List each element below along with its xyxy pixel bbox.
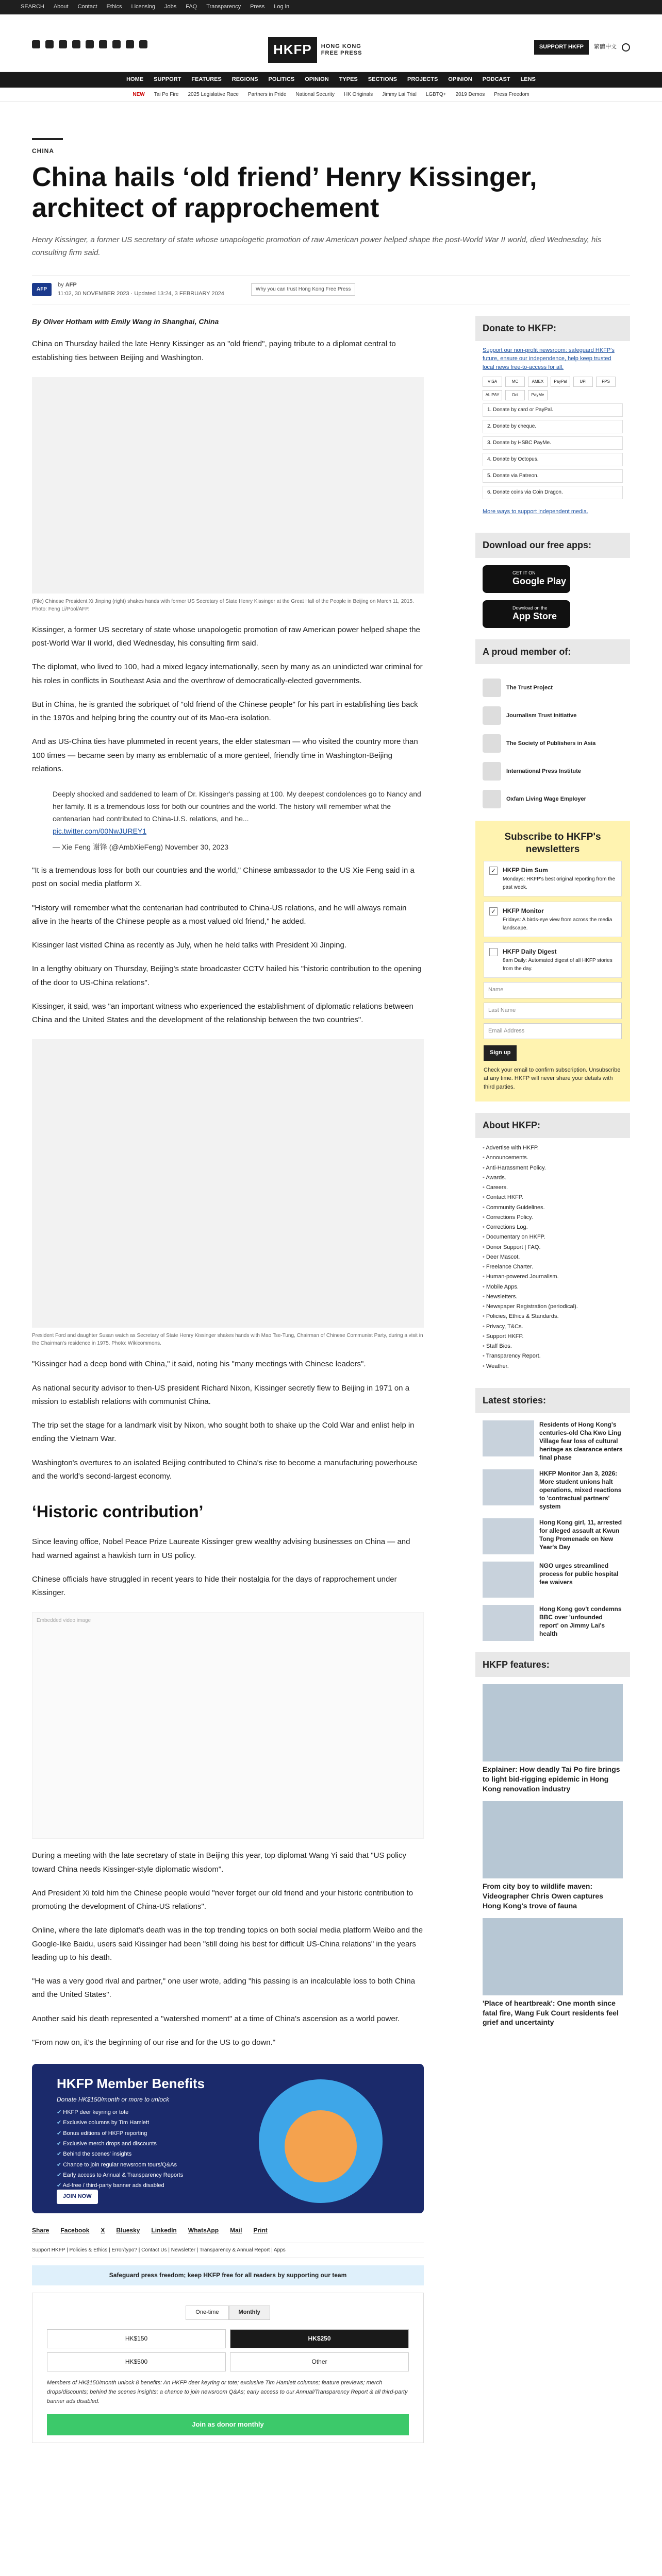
trust-project-icon (483, 679, 501, 697)
share-bluesky[interactable]: Bluesky (116, 2227, 140, 2234)
newsletter-option[interactable]: ✓ HKFP Dim Sum Mondays: HKFP's best original reporting from the past week. (484, 861, 622, 896)
search-icon[interactable] (622, 43, 630, 52)
donate-section (475, 316, 630, 521)
nav-lens[interactable]: LENS (520, 76, 536, 83)
donate-option[interactable]: 2. Donate by cheque. (483, 420, 623, 433)
nav-opinion-2[interactable]: OPINION (448, 76, 472, 83)
nav-support[interactable]: SUPPORT (154, 76, 181, 83)
paragraph: Washington's overtures to an isolated Beijing contributed to China's rise to become a manufacturing powerhouse and the world's second-largest economy. (32, 1458, 418, 1481)
article-image-2 (32, 1039, 424, 1328)
paragraph: But in China, he is granted the sobriquet of "old friend of the Chinese people" for his part in establishing ties back in the 1970s and helping bring the country out of its Mao-era isolation. (32, 700, 418, 723)
instagram-icon[interactable] (59, 40, 67, 48)
article-body (32, 304, 424, 2443)
logo-mark: HKFP (268, 37, 317, 63)
article-title: China hails ‘old friend’ Henry Kissinger, architect of rapprochement (32, 162, 537, 223)
embedded-tweet (53, 788, 424, 854)
language-link[interactable]: 繁體中文 (594, 44, 617, 50)
checkbox-checked[interactable]: ✓ (489, 867, 498, 875)
paragraph: Online, where the late diplomat's death was in the top trending topics on both social media platform Weibo and the Google-like Baidu, users said Kissinger had been "still doing his best for difficult US-China relations" in the years leading up to his death. (32, 1926, 423, 1962)
about-link[interactable]: • Privacy, T&Cs. (483, 1322, 623, 1332)
nav-podcast[interactable]: PODCAST (482, 76, 510, 83)
threads-icon[interactable] (72, 40, 80, 48)
about-link[interactable]: • Policies, Ethics & Standards. (483, 1312, 623, 1321)
content-columns (32, 304, 630, 2576)
oxfam-icon (483, 790, 501, 808)
share-mail[interactable]: Mail (230, 2227, 242, 2234)
byline-meta: by AFP 11:02, 30 NOVEMBER 2023 · Updated 13:24, 3 FEBRUARY 2024 (58, 281, 224, 297)
latest-story[interactable]: Hong Kong girl, 11, arrested for alleged assault at Kwun Tong Promenade on New Year's Day (483, 1518, 623, 1554)
article-author: By Oliver Hotham with Emily Wang in Shanghai, China (32, 317, 219, 326)
story-thumbnail (483, 1469, 534, 1505)
benefit-item: ✔ Chance to join regular newsroom tours/Q&As (57, 2160, 183, 2170)
story-thumbnail (483, 1420, 534, 1456)
apps-heading: Download our free apps: (475, 533, 630, 558)
about-link[interactable]: • Mobile Apps. (483, 1282, 623, 1292)
trending-link[interactable]: 2019 Demos (455, 91, 485, 97)
nav-features[interactable]: FEATURES (191, 76, 222, 83)
payment-icon: AMEX (528, 377, 548, 387)
trending-link[interactable]: Jimmy Lai Trial (382, 91, 417, 97)
about-link[interactable]: • Donor Support | FAQ. (483, 1243, 623, 1252)
sidebar (475, 304, 630, 2027)
byline-row (32, 275, 630, 304)
feature-card[interactable]: Explainer: How deadly Tai Po fire brings to light bid-rigging epidemic in Hong Kong renovation industry (483, 1684, 623, 1794)
trending-link[interactable]: 2025 Legislative Race (188, 91, 239, 97)
about-link[interactable]: • Deer Mascot. (483, 1252, 623, 1262)
paragraph: Kissinger, a former US secretary of state whose unapologetic promotion of raw American power helped shape the post-World War II world, died Wednesday, his consulting firm said. (32, 625, 420, 648)
features-heading: HKFP features: (475, 1652, 630, 1677)
paragraph: Since leaving office, Nobel Peace Prize Laureate Kissinger grew wealthy advising businesses on China — and had warned against a hawkish turn in US policy. (32, 1537, 410, 1560)
main-nav (0, 72, 662, 88)
linkedin-icon[interactable] (112, 40, 121, 48)
jti-icon (483, 706, 501, 725)
share-whatsapp[interactable]: WhatsApp (188, 2227, 219, 2234)
amount-options (47, 2329, 409, 2371)
section-heading: ‘Historic contribution’ (32, 1502, 204, 1521)
topbar-contact[interactable]: Contact (77, 4, 97, 10)
payment-icon: PayPal (551, 377, 570, 387)
ipi-logo[interactable]: International Press Institute (483, 762, 623, 781)
about-link[interactable]: • Contact HKFP. (483, 1193, 623, 1202)
amount-option-selected[interactable]: HK$250 (230, 2329, 409, 2348)
amount-option-other[interactable]: Other (230, 2352, 409, 2371)
about-link[interactable]: • Community Guidelines. (483, 1203, 623, 1213)
nav-politics[interactable]: POLITICS (268, 76, 295, 83)
payment-icon: PayMe (528, 390, 548, 400)
donate-widget (32, 2293, 424, 2443)
about-link[interactable]: • Staff Bios. (483, 1342, 623, 1351)
latest-story[interactable]: Residents of Hong Kong's centuries-old Cha Kwo Ling Village fear loss of cultural heritage as clearance enters final phase (483, 1420, 623, 1462)
join-now-button[interactable]: JOIN NOW (57, 2190, 98, 2204)
benefit-item: ✔ Bonus editions of HKFP reporting (57, 2128, 183, 2139)
payment-methods (475, 377, 630, 400)
paragraph: Kissinger last visited China as recently as July, when he held talks with President Xi Jinping. (32, 941, 347, 950)
deer-mascot-face (285, 2110, 357, 2182)
trending-link[interactable]: Tai Po Fire (154, 91, 179, 97)
payment-icon: MC (505, 377, 525, 387)
paragraph: The diplomat, who lived to 100, had a mixed legacy internationally, seen by many as an unindicted war criminal for his roles in conflicts in Southeast Asia and the overthrow of democratically-elected governments. (32, 663, 423, 685)
support-button[interactable]: SUPPORT HKFP (534, 40, 589, 55)
social-links (32, 40, 147, 48)
share-facebook[interactable]: Facebook (60, 2227, 90, 2234)
member-note: Members of HK$150/month unlock 8 benefits: An HKFP deer keyring or tote; exclusive Tim Hamlett columns; feature previews; merch drops/discounts; behind the scenes insights; a chance to join newsroom Q&As; early access to our Annual/Transparency Report & all third-party banner ads disabled. (47, 2380, 408, 2404)
benefit-list (57, 2107, 183, 2191)
sopa-logo[interactable]: The Society of Publishers in Asia (483, 734, 623, 753)
paragraph: During a meeting with the late secretary of state in Beijing this year, top diplomat Wang Yi said that "US policy toward China needs Kissinger-style diplomatic wisdom". (32, 1851, 406, 1874)
story-thumbnail (483, 1605, 534, 1641)
topbar-search[interactable]: SEARCH (21, 4, 44, 10)
x-icon[interactable] (45, 40, 54, 48)
article-category[interactable]: CHINA (32, 147, 54, 155)
donate-heading: Donate to HKFP: (475, 316, 630, 341)
trending-link[interactable]: Press Freedom (494, 91, 529, 97)
member-logos (475, 664, 630, 814)
newsletter-signup (475, 821, 630, 1101)
member-title: HKFP Member Benefits Donate HK$150/month or more to unlock (57, 2076, 205, 2103)
latest-story[interactable]: NGO urges streamlined process for public hospital fee waivers (483, 1562, 623, 1598)
newsletter-option[interactable]: HKFP Daily Digest 8am Daily: Automated digest of all HKFP stories from the day. (484, 942, 622, 978)
about-link[interactable]: • Newsletters. (483, 1292, 623, 1302)
paragraph: As national security advisor to then-US president Richard Nixon, Kissinger secretly flew to Beijing in 1971 on a mission to establish relations with communist China. (32, 1383, 410, 1406)
newsletter-note: Check your email to confirm subscription. Unsubscribe at any time. HKFP will never share your details with third parties. (484, 1066, 621, 1090)
afp-logo: AFP (32, 283, 52, 296)
payment-icon: Oct (505, 390, 525, 400)
about-link[interactable]: • Human-powered Journalism. (483, 1272, 623, 1282)
paragraph: Chinese officials have struggled in recent years to hide their nostalgia for the days of rapprochement under Kissinger. (32, 1574, 397, 1598)
trending-link[interactable]: LGBTQ+ (425, 91, 446, 97)
topbar-jobs[interactable]: Jobs (164, 4, 177, 10)
about-link[interactable]: • Advertise with HKFP. (483, 1143, 623, 1153)
nav-regions[interactable]: REGIONS (231, 76, 258, 83)
newsletter-title: Subscribe to HKFP's newsletters (504, 832, 601, 855)
trust-project-logo[interactable]: The Trust Project (483, 679, 623, 697)
checkbox-unchecked[interactable] (489, 948, 498, 956)
tweet-attribution: — Xie Feng 谢锋 (@AmbXieFeng) November 30, 2023 (53, 843, 229, 852)
paragraph: The trip set the stage for a landmark visit by Nixon, who sought both to shake up the Cold War and enlist help in ending the Vietnam War. (32, 1421, 415, 1444)
payment-icon: FPS (596, 377, 616, 387)
tweet-link[interactable]: pic.twitter.com/00NwJUREY1 (53, 826, 147, 835)
paragraph: And President Xi told him the Chinese people would "never forget our old friend and your historic contribution to promoting the development of China-US relations". (32, 1888, 413, 1911)
feature-image (483, 1918, 623, 1995)
paragraph: In a lengthy obituary on Thursday, Beijing's state broadcaster CCTV hailed his "historic contribution to the opening of the door to US-China relations". (32, 964, 422, 987)
embedded-video[interactable] (32, 1612, 424, 1839)
telegram-icon[interactable] (99, 40, 107, 48)
topbar-login[interactable]: Log in (274, 4, 290, 10)
proud-member-section (475, 639, 630, 814)
payment-icon: VISA (483, 377, 502, 387)
paragraph: China on Thursday hailed the late Henry Kissinger as an "old friend", paying tribute to a diplomat central to establishing ties between Beijing and Washington. (32, 340, 396, 362)
google-play-badge[interactable]: GET IT ON Google Play (483, 565, 570, 593)
image-caption: President Ford and daughter Susan watch as Secretary of State Henry Kissinger shakes hands with Mao Tse-Tung, Chairman of Chinese Communist Party, during a visit in the Chairman's residence in 1975. Photo: Wikicommons. (32, 1333, 423, 1347)
features-section (475, 1652, 630, 2028)
feature-image (483, 1801, 623, 1878)
site-header (0, 14, 662, 72)
about-link[interactable]: • Anti-Harassment Policy. (483, 1163, 623, 1173)
about-link[interactable]: • Freelance Charter. (483, 1262, 623, 1272)
feature-card[interactable]: 'Place of heartbreak': One month since fatal fire, Wang Fuk Court residents feel grief and uncertainty (483, 1918, 623, 2028)
about-link[interactable]: • Corrections Policy. (483, 1213, 623, 1223)
oxfam-logo[interactable]: Oxfam Living Wage Employer (483, 790, 623, 808)
donate-option[interactable]: 4. Donate by Octopus. (483, 453, 623, 466)
about-section (475, 1113, 630, 1377)
benefit-item: ✔ Ad-free / third-party banner ads disabled (57, 2180, 183, 2191)
trending-link[interactable]: HK Originals (343, 91, 373, 97)
about-link[interactable]: • Corrections Log. (483, 1223, 623, 1232)
topbar-licensing[interactable]: Licensing (131, 4, 155, 10)
ipi-icon (483, 762, 501, 781)
nav-types[interactable]: TYPES (339, 76, 358, 83)
paragraph: "History will remember what the centenarian had contributed to China-US relations, and he will always remain alive in the hearts of the Chinese people as a most valued old friend," he added. (32, 903, 407, 926)
about-link[interactable]: • Documentary on HKFP. (483, 1232, 623, 1242)
join-donor-button[interactable]: Join as donor monthly (47, 2414, 409, 2435)
category-rule (32, 138, 63, 140)
about-list (475, 1138, 630, 1377)
about-link[interactable]: • Newspaper Registration (periodical). (483, 1302, 623, 1312)
about-link[interactable]: • Transparency Report. (483, 1351, 623, 1361)
share-x[interactable]: X (101, 2227, 105, 2234)
paragraph: "It is a tremendous loss for both our countries and the world," Chinese ambassador to the US Xie Feng said in a post on social media platform X. (32, 866, 415, 889)
app-store-badge[interactable]: Download on the App Store (483, 600, 570, 628)
tweet-text: Deeply shocked and saddened to learn of Dr. Kissinger's passing at 100. My deepest condolences go to Nancy and her family. It is a tremendous loss for both our countries and the world. The history will remember what the centenarian had contributed to China-U.S. relations, and he... (53, 790, 421, 823)
paragraph: Kissinger, it said, was "an important witness who experienced the establishment of diplomatic relations between China and the United States and the development of the relationship between the two countries". (32, 1002, 413, 1025)
donate-option[interactable]: 1. Donate by card or PayPal. (483, 403, 623, 417)
jti-logo[interactable]: Journalism Trust Initiative (483, 706, 623, 725)
latest-heading: Latest stories: (475, 1388, 630, 1413)
proud-heading: A proud member of: (475, 639, 630, 665)
donate-option[interactable]: 6. Donate coins via Coin Dragon. (483, 486, 623, 499)
youtube-icon[interactable] (86, 40, 94, 48)
email-field[interactable]: Email Address (484, 1023, 622, 1040)
share-label: Share (32, 2227, 49, 2234)
trending-bar (0, 88, 662, 102)
newsletter-option[interactable]: ✓ HKFP Monitor Fridays: A birds-eye view from across the media landscape. (484, 902, 622, 937)
story-thumbnail (483, 1518, 534, 1554)
donate-text[interactable]: Support our non-profit newsroom: safeguard HKFP's future, ensure our independence, help keep trusted local news free-to-access for all. (483, 347, 615, 370)
feature-image (483, 1684, 623, 1761)
payment-icon: UPI (573, 377, 593, 387)
latest-story[interactable]: Hong Kong gov't condemns BBC over 'unfounded report' on Jimmy Lai's health (483, 1605, 623, 1641)
topbar-faq[interactable]: FAQ (186, 4, 197, 10)
trending-link[interactable]: National Security (295, 91, 335, 97)
image-caption: (File) Chinese President Xi Jinping (right) shakes hands with former US Secretary of State Henry Kissinger at the Great Hall of the People in Beijing on March 11, 2015. Photo: Feng Li/Pool/AFP. (32, 598, 414, 612)
nav-opinion[interactable]: OPINION (305, 76, 329, 83)
footer-links[interactable]: Support HKFP | Policies & Ethics | Error/typo? | Contact Us | Newsletter | Transparency & Annual Report | Apps (32, 2243, 424, 2258)
one-time-tab[interactable]: One-time (186, 2306, 228, 2320)
member-benefits-banner[interactable] (32, 2064, 424, 2213)
about-link[interactable]: • Careers. (483, 1183, 623, 1193)
share-linkedin[interactable]: LinkedIn (151, 2227, 177, 2234)
about-link[interactable]: • Support HKFP. (483, 1332, 623, 1342)
paragraph: "He was a very good rival and partner," one user wrote, adding "his passing is an incalculable loss to both China and the United States". (32, 1977, 416, 1999)
share-bar (32, 2226, 424, 2235)
nav-sections[interactable]: SECTIONS (368, 76, 397, 83)
about-link[interactable]: • Awards. (483, 1173, 623, 1183)
payment-icon: ALIPAY (483, 390, 502, 400)
frequency-toggle (47, 2306, 409, 2320)
sopa-icon (483, 734, 501, 753)
benefit-item: ✔ HKFP deer keyring or tote (57, 2107, 183, 2117)
article-image (32, 377, 424, 594)
topbar-about[interactable]: About (53, 4, 69, 10)
latest-story[interactable]: HKFP Monitor Jan 3, 2026: More student unions halt operations, mixed reactions to 'contractual partners' system (483, 1469, 623, 1511)
bluesky-icon[interactable] (126, 40, 134, 48)
share-print[interactable]: Print (253, 2227, 268, 2234)
benefit-item: ✔ Exclusive merch drops and discounts (57, 2139, 183, 2149)
embed-label: Embedded video image (37, 1618, 91, 1624)
about-heading: About HKFP: (475, 1113, 630, 1138)
latest-section (475, 1388, 630, 1641)
donate-option[interactable]: 5. Donate via Patreon. (483, 469, 623, 483)
new-badge: NEW (133, 91, 145, 97)
about-link[interactable]: • Announcements. (483, 1153, 623, 1163)
topbar-transparency[interactable]: Transparency (206, 4, 241, 10)
utility-bar (0, 0, 662, 14)
paragraph: And as US-China ties have plummeted in recent years, the elder statesman — who visited the country more than 100 times — became seen by many as emblematic of a more genteel, friendly time in Washington-Beijing relations. (32, 737, 418, 773)
nav-home[interactable]: HOME (126, 76, 144, 83)
facebook-icon[interactable] (32, 40, 40, 48)
article-dek: Henry Kissinger, a former US secretary of state whose unapologetic promotion of raw American power helped shape the post-World War II world, died Wednesday, his consulting firm said. (32, 235, 602, 258)
amount-option[interactable]: HK$500 (47, 2352, 226, 2371)
header-actions (534, 40, 630, 55)
topbar-ethics[interactable]: Ethics (106, 4, 122, 10)
story-thumbnail (483, 1562, 534, 1598)
signup-button[interactable]: Sign up (484, 1045, 517, 1061)
benefit-item: ✔ Behind the scenes' insights (57, 2149, 183, 2159)
more-ways-link[interactable]: More ways to support independent media. (483, 509, 588, 515)
paragraph: "Kissinger had a deep bond with China," it said, noting his "many meetings with Chinese leaders". (32, 1360, 366, 1369)
feature-card[interactable]: From city boy to wildlife maven: Videographer Chris Owen captures Hong Kong's trove of fauna (483, 1801, 623, 1911)
monthly-tab[interactable]: Monthly (229, 2306, 270, 2320)
topbar-press[interactable]: Press (250, 4, 265, 10)
trending-link[interactable]: Partners in Pride (247, 91, 287, 97)
rss-icon[interactable] (139, 40, 147, 48)
benefit-item: ✔ Exclusive columns by Tim Hamlett (57, 2117, 183, 2128)
nav-projects[interactable]: PROJECTS (407, 76, 438, 83)
amount-option[interactable]: HK$150 (47, 2329, 226, 2348)
trust-promo[interactable]: Why you can trust Hong Kong Free Press (251, 283, 356, 296)
last-name-field[interactable]: Last Name (484, 1003, 622, 1019)
apps-section (475, 533, 630, 628)
about-link[interactable]: • Weather. (483, 1362, 623, 1371)
article-container (32, 138, 630, 2576)
donate-option[interactable]: 3. Donate by HSBC PayMe. (483, 436, 623, 450)
paragraph: "From now on, it's the beginning of our rise and for the US to go down." (32, 2038, 276, 2047)
checkbox-checked[interactable]: ✓ (489, 907, 498, 916)
benefit-item: ✔ Early access to Annual & Transparency Reports (57, 2170, 183, 2180)
paragraph: Another said his death represented a "watershed moment" at a time of China's ascension as a world power. (32, 2014, 400, 2023)
name-field[interactable]: Name (484, 982, 622, 998)
logo-text: HONG KONG FREE PRESS (321, 43, 362, 56)
safeguard-banner[interactable]: Safeguard press freedom; keep HKFP free for all readers by supporting our team (32, 2265, 424, 2285)
site-logo[interactable] (268, 37, 362, 63)
